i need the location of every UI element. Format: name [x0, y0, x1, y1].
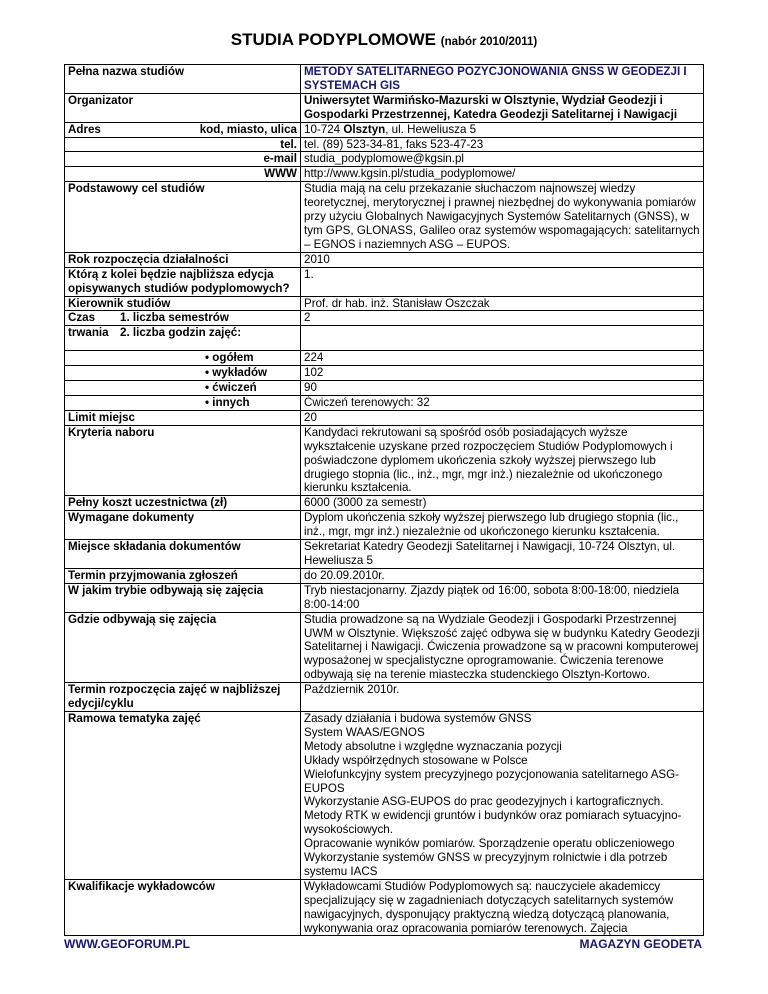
row-adres-kod: [65, 122, 704, 137]
value-organizator: Uniwersytet Warmińsko-Mazurski w Olsztynie, Wydział Geodezji i Gospodarki Przestrzennej, Katedra Geodezji Satelitarnej i Nawigacji: [301, 93, 704, 122]
value-cel: Studia mają na celu przekazanie słuchaczom najnowszej wiedzy teoretycznej, merytorycznej i prawnej niezbędnej do wykonywania pomiarów przy użyciu Globalnych Nawigacyjnych Systemów Satelitarnych (GNSS), w tym GPS, GLONASS, Galileo oraz systemów wspomagających: satelitarnych – EGNOS i naziemnych ASG – EUPOS.: [301, 182, 704, 253]
topic-item: Wykorzystanie ASG-EUPOS do prac geodezyjnych i kartograficznych.: [304, 795, 664, 809]
topic-item: Metody absolutne i względne wyznaczania pozycji: [304, 739, 562, 753]
row-miejsce: [65, 540, 704, 569]
row-ogolem: [65, 351, 704, 366]
label-adres-kod: kod, miasto, ulica: [199, 122, 297, 136]
row-nazwa: [65, 65, 704, 94]
value-termin: do 20.09.2010r.: [301, 568, 704, 583]
label-dokumenty: Wymagane dokumenty: [65, 511, 301, 540]
label-godziny-cell: [65, 326, 301, 351]
row-adres-www: [65, 167, 704, 182]
postal-code: 10-724: [304, 122, 341, 136]
value-limit: 20: [301, 410, 704, 425]
label-kierownik: Kierownik studiów: [65, 296, 301, 311]
page-title: [0, 30, 768, 50]
label-ogolem: • ogółem: [65, 351, 301, 366]
label-adres: Adres: [68, 122, 101, 136]
label-limit: Limit miejsc: [65, 410, 301, 425]
label-adres-email: e-mail: [65, 152, 301, 167]
label-czas: Czas: [68, 311, 96, 325]
label-rok: Rok rozpoczęcia działalności: [65, 252, 301, 267]
label-organizator: Organizator: [65, 93, 301, 122]
value-gdzie: Studia prowadzone są na Wydziale Geodezji i Gospodarki Przestrzennej UWM w Olsztynie. Większość zajęć odbywa się w budynku Katedry Geodezji Satelitarnej i Nawigacji. Ćwiczenia prowadzone są w pracowni komputerowej wyposażonej w specjalistyczne oprogramowanie. Ćwiczenia terenowe odbywają się na terenie miasteczka studenckiego Olsztyn-Kortowo.: [301, 612, 704, 683]
row-inne: [65, 396, 704, 411]
value-semestry: 2: [301, 311, 704, 326]
value-rok: 2010: [301, 252, 704, 267]
row-edycja: [65, 267, 704, 296]
topic-item: Metody RTK w ewidencji gruntów i budynków oraz pomiarach sytuacyjno-wysokościowych.: [304, 809, 682, 837]
row-czas-godziny: [65, 326, 704, 351]
topic-item: Wielofunkcyjny system precyzyjnego pozycjonowania satelitarnego ASG-EUPOS: [304, 767, 680, 795]
row-limit: [65, 410, 704, 425]
value-kwalifikacje: Wykładowcami Studiów Podyplomowych są: nauczyciele akademiccy specjalizujący się w zagadnieniach dotyczących satelitarnych systemów nawigacyjnych, dysponujący praktyczną wiedzą dotyczącą planowania, wykonywania oraz opracowania pomiarów terenowych. Zajęcia: [301, 879, 704, 936]
value-miejsce: Sekretariat Katedry Geodezji Satelitarnej i Nawigacji, 10-724 Olsztyn, ul. Heweliusza 5: [301, 540, 704, 569]
value-ogolem: 224: [301, 351, 704, 366]
row-gdzie: [65, 612, 704, 683]
value-rozpoczecie: Październik 2010r.: [301, 683, 704, 712]
value-adres-email[interactable]: studia_podyplomowe@kgsin.pl: [301, 152, 704, 167]
row-rozpoczecie: [65, 683, 704, 712]
value-kierownik: Prof. dr hab. inż. Stanisław Oszczak: [301, 296, 704, 311]
row-cwiczenia: [65, 381, 704, 396]
row-termin: [65, 568, 704, 583]
value-nazwa: METODY SATELITARNEGO POZYCJONOWANIA GNSS W GEODEZJI I SYSTEMACH GIS: [301, 65, 704, 94]
row-rok: [65, 252, 704, 267]
label-kwalifikacje: Kwalifikacje wykładowców: [65, 879, 301, 936]
value-koszt: 6000 (3000 za semestr): [301, 496, 704, 511]
label-rozpoczecie: Termin rozpoczęcia zajęć w najbliższej edycji/cyklu: [65, 683, 301, 712]
label-edycja: Którą z kolei będzie najbliższa edycja opisywanych studiów podyplomowych?: [65, 267, 301, 296]
info-table: [64, 64, 704, 936]
label-adres-tel: tel.: [65, 137, 301, 152]
city: Olsztyn: [343, 122, 386, 136]
row-kryteria: [65, 425, 704, 496]
row-koszt: [65, 496, 704, 511]
label-kryteria: Kryteria naboru: [65, 425, 301, 496]
row-tematyka: [65, 711, 704, 879]
label-adres-cell: [65, 122, 301, 137]
label-adres-www: WWW: [65, 167, 301, 182]
label-termin: Termin przyjmowania zgłoszeń: [65, 568, 301, 583]
label-godziny: 2. liczba godzin zajęć:: [120, 326, 242, 340]
footer-left[interactable]: WWW.GEOFORUM.PL: [64, 937, 190, 951]
row-dokumenty: [65, 511, 704, 540]
value-cwiczenia: 90: [301, 381, 704, 396]
label-miejsce: Miejsce składania dokumentów: [65, 540, 301, 569]
label-nazwa: Pełna nazwa studiów: [65, 65, 301, 94]
topic-item: Opracowanie wyników pomiarów. Sporządzenie operatu obliczeniowego: [304, 837, 675, 851]
title-sub: (nabór 2010/2011): [440, 36, 538, 48]
value-adres-www[interactable]: http://www.kgsin.pl/studia_podyplomowe/: [301, 167, 704, 182]
value-godziny: [301, 326, 704, 351]
label-koszt: Pełny koszt uczestnictwa (zł): [65, 496, 301, 511]
footer-right: MAGAZYN GEODETA: [579, 937, 702, 951]
label-semestry: 1. liczba semestrów: [120, 311, 229, 325]
label-trwania: trwania: [68, 326, 109, 340]
row-kierownik: [65, 296, 704, 311]
value-adres-tel: tel. (89) 523-34-81, faks 523-47-23: [301, 137, 704, 152]
value-edycja: 1.: [301, 267, 704, 296]
row-adres-tel: [65, 137, 704, 152]
value-tematyka: [301, 711, 704, 879]
topic-item: Wykorzystanie systemów GNSS w precyzyjnym rolnictwie i dla potrzeb systemu IACS: [304, 851, 668, 878]
title-main: STUDIA PODYPLOMOWE: [230, 30, 436, 49]
label-cel: Podstawowy cel studiów: [65, 182, 301, 253]
label-gdzie: Gdzie odbywają się zajęcia: [65, 612, 301, 683]
label-czas-cell: [65, 311, 301, 326]
row-adres-email: [65, 152, 704, 167]
value-tryb: Tryb niestacjonarny. Zjazdy piątek od 16:00, sobota 8:00-18:00, niedziela 8:00-14:00: [301, 583, 704, 612]
row-wyklady: [65, 366, 704, 381]
topic-item: System WAAS/EGNOS: [304, 725, 425, 739]
street: , ul. Heweliusza 5: [385, 122, 477, 136]
value-kryteria: Kandydaci rekrutowani są spośród osób posiadających wyższe wykształcenie uzyskane przed rozpoczęciem Studiów Podyplomowych i poświadczone dyplomem ukończenia szkoły wyższej pierwszego lub drugiego stopnia (lic., inż., mgr, mgr inż.) niezależnie od ukończonego kierunku kształcenia.: [301, 425, 704, 496]
value-inne: Ćwiczeń terenowych: 32: [301, 396, 704, 411]
label-inne: • innych: [65, 396, 301, 411]
label-tryb: W jakim trybie odbywają się zajęcia: [65, 583, 301, 612]
topic-item: Zasady działania i budowa systemów GNSS: [304, 711, 532, 725]
row-cel: [65, 182, 704, 253]
value-adres-kod: [301, 122, 704, 137]
value-dokumenty: Dyplom ukończenia szkoły wyższej pierwszego lub drugiego stopnia (lic., inż., mgr, mgr inż.) niezależnie od ukończonego kierunku kształcenia.: [301, 511, 704, 540]
value-wyklady: 102: [301, 366, 704, 381]
row-organizator: [65, 93, 704, 122]
row-kwalifikacje: [65, 879, 704, 936]
row-tryb: [65, 583, 704, 612]
row-czas-semestry: [65, 311, 704, 326]
label-cwiczenia: • ćwiczeń: [65, 381, 301, 396]
topic-item: Układy współrzędnych stosowane w Polsce: [304, 753, 528, 767]
label-wyklady: • wykładów: [65, 366, 301, 381]
label-tematyka: Ramowa tematyka zajęć: [65, 711, 301, 879]
